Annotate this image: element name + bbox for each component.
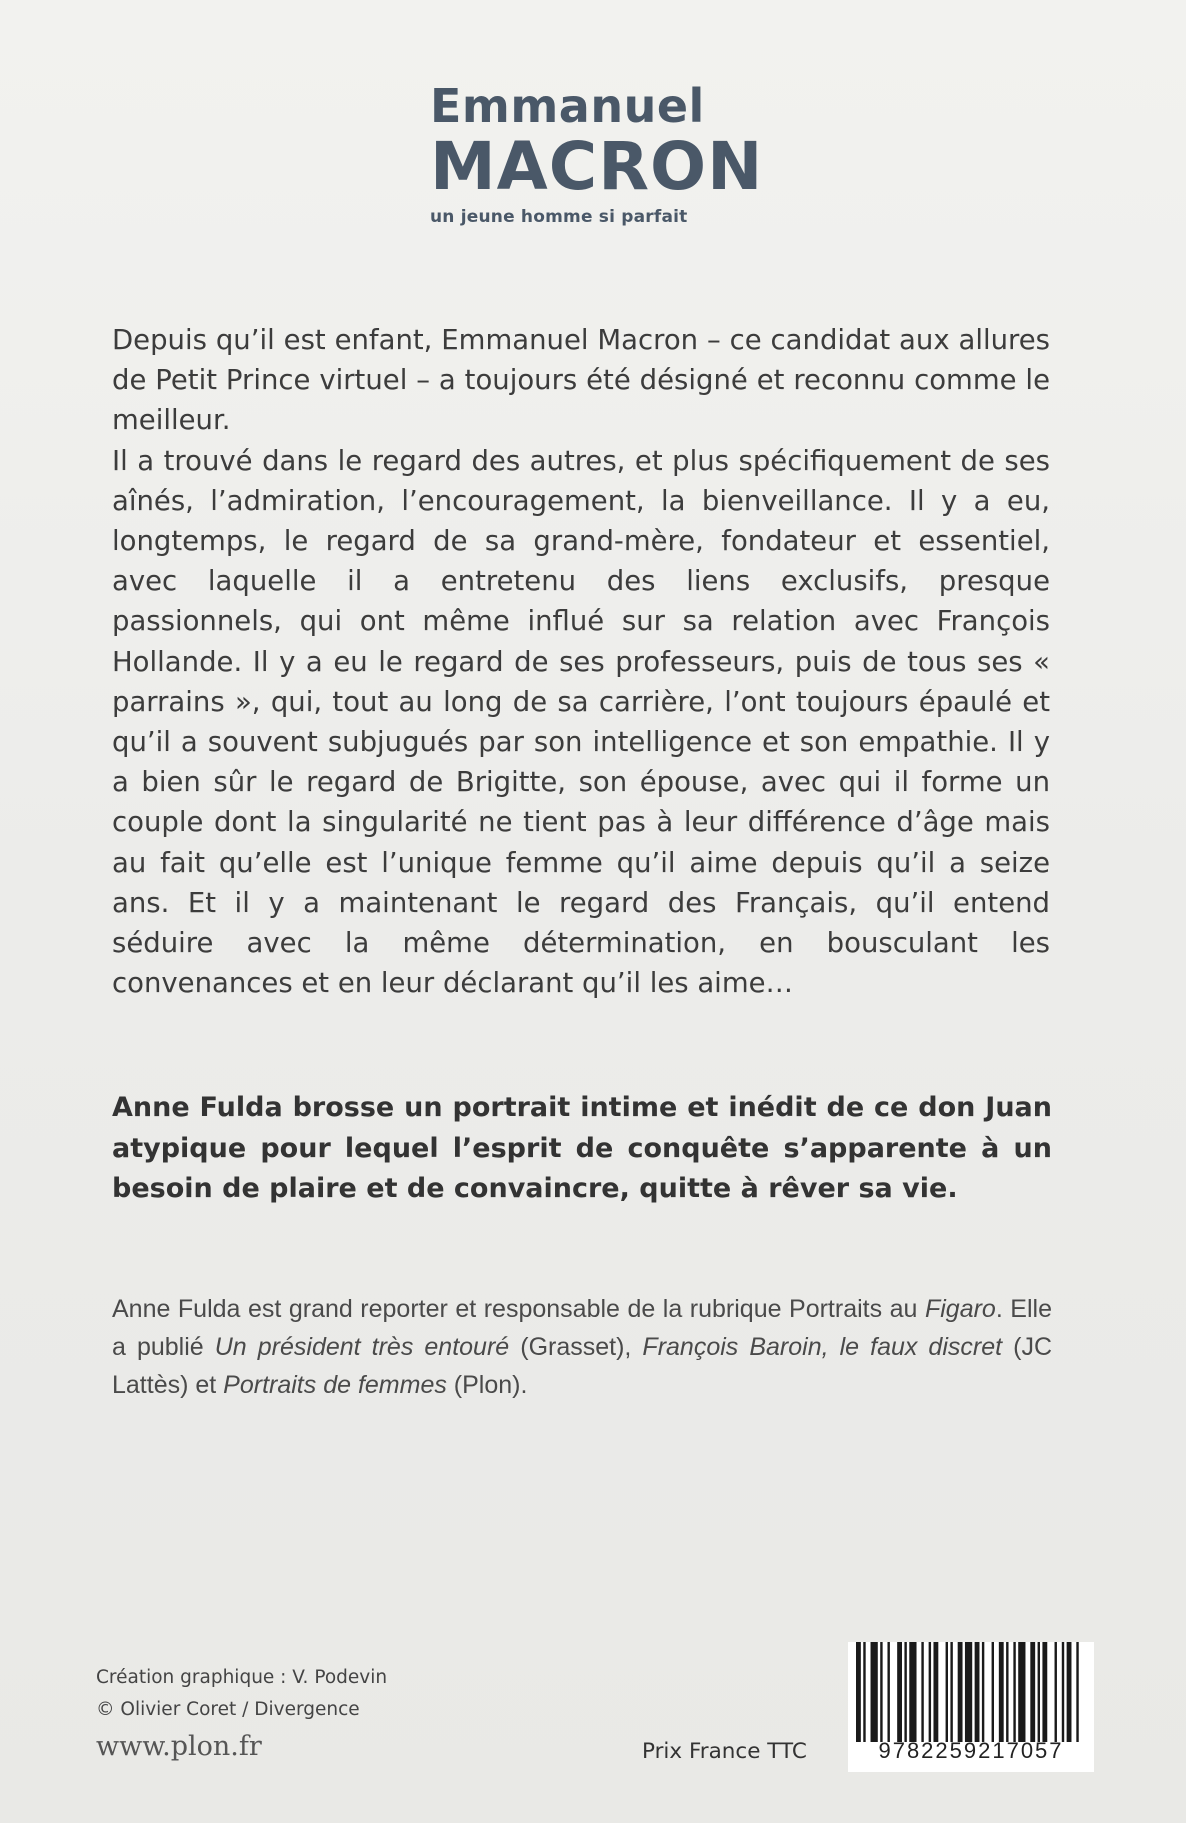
barcode-bar (992, 1642, 994, 1742)
barcode-bar (975, 1642, 980, 1742)
barcode-bar (965, 1642, 972, 1742)
author-bio (112, 1290, 1052, 1404)
author-bio-figaro: Figaro (924, 1295, 996, 1323)
title-subtitle: un jeune homme si parfait (430, 207, 688, 227)
author-bio-book1: Un président très entouré (214, 1333, 510, 1361)
title-first-name: Emmanuel (430, 79, 705, 133)
barcode-bar (1038, 1642, 1040, 1742)
author-bio-part1: Anne Fulda est grand reporter et responsable de la rubrique Portraits au (112, 1295, 925, 1323)
barcode-bar (946, 1642, 948, 1742)
barcode-number: 9782259217057 (878, 1738, 1064, 1763)
barcode-bar (1018, 1642, 1025, 1742)
barcode-bar (897, 1642, 902, 1742)
barcode-bar (950, 1642, 952, 1742)
barcode-bars (856, 1642, 1086, 1742)
barcode-bar (856, 1642, 861, 1742)
blurb (112, 320, 1050, 1003)
barcode-bar (929, 1642, 931, 1742)
barcode-bar (1067, 1642, 1072, 1742)
author-bio-part2: . Elle a publié (112, 1295, 1052, 1361)
barcode-bar (1030, 1642, 1035, 1742)
author-bio-part4: (JC Lattès) et (112, 1333, 1052, 1399)
barcode-bar (982, 1642, 984, 1742)
barcode-bar (999, 1642, 1004, 1742)
barcode-bar (1042, 1642, 1047, 1742)
barcode-bar (1006, 1642, 1008, 1742)
barcode (848, 1642, 1094, 1772)
barcode-bar (921, 1642, 923, 1742)
barcode-bar (880, 1642, 882, 1742)
price-label: Prix France TTC (642, 1739, 807, 1764)
barcode-bar (1013, 1642, 1015, 1742)
credit-design: Création graphique : V. Podevin (96, 1667, 388, 1688)
barcode-bar (863, 1642, 865, 1742)
barcode-bar (887, 1642, 889, 1742)
blurb-paragraph-1: Depuis qu’il est enfant, Emmanuel Macron – ce candidat aux allures de Petit Prince virtuel – a toujours été désigné et reconnu comme le meilleur. (112, 324, 1050, 437)
barcode-bar (1076, 1642, 1078, 1742)
title-block (430, 79, 764, 228)
barcode-bar (933, 1642, 938, 1742)
credit-photo: © Olivier Coret / Divergence (96, 1699, 360, 1720)
author-bio-book2: François Baroin, le faux discret (642, 1333, 1003, 1361)
author-bio-book3: Portraits de femmes (223, 1371, 447, 1399)
publisher-website: www.plon.fr (96, 1731, 262, 1762)
highlight-statement: Anne Fulda brosse un portrait intime et inédit de ce don Juan atypique pour lequel l’esprit de conquête s’apparente à un besoin de plaire et de convaincre, quitte à rêver sa vie. (112, 1092, 1052, 1204)
barcode-bar (1062, 1642, 1064, 1742)
barcode-bar (909, 1642, 916, 1742)
blurb-paragraph-2: Il a trouvé dans le regard des autres, et plus spécifiquement de ses aînés, l’admiration, l’encouragement, la bienveillance. Il y a eu, longtemps, le regard de sa grand-mère, fondateur et essentiel, avec laquelle il a entretenu des liens exclusifs, presque passionnels, qui ont même influé sur sa relation avec François Hollande. Il y a eu le regard de ses professeurs, puis de tous ses « parrains », qui, tout au long de sa carrière, l’ont toujours épaulé et qu’il a souvent subjugués par son intelligence et son empathie. Il y a bien sûr le regard de Brigitte, son épouse, avec qui il forme un couple dont la singularité ne tient pas à leur différence d’âge mais au fait qu’elle est l’unique femme qu’il aime depuis qu’il a seize ans. Et il y a maintenant le regard des Français, qu’il entend séduire avec la même détermination, en bousculant les convenances et en leur déclarant qu’il les aime… (112, 444, 1050, 1000)
title-last-name: MACRON (430, 128, 764, 205)
barcode-bar (958, 1642, 963, 1742)
barcode-bar (871, 1642, 878, 1742)
author-bio-part3: (Grasset), (509, 1333, 643, 1361)
credits (96, 1662, 387, 1726)
barcode-bar (904, 1642, 906, 1742)
barcode-bar (1055, 1642, 1057, 1742)
author-bio-part5: (Plon). (446, 1371, 528, 1399)
